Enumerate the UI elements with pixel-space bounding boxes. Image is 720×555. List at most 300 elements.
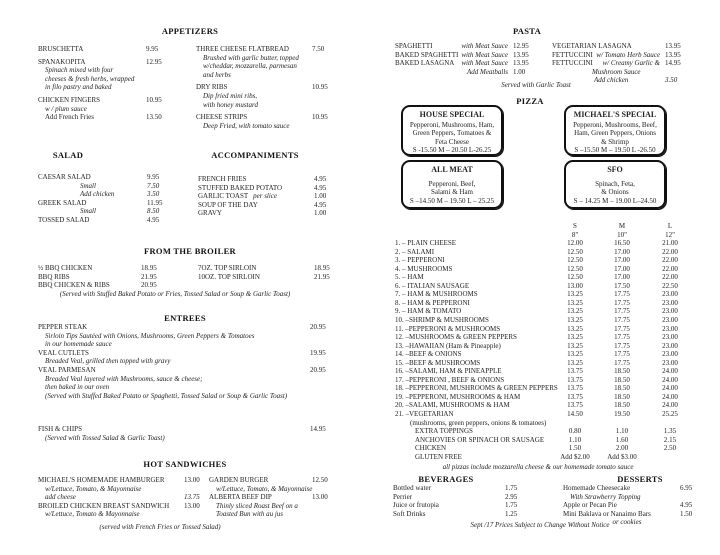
pizza-price: 13.75 bbox=[567, 367, 583, 376]
pizza-price: 23.00 bbox=[662, 290, 678, 299]
item-name: BAKED LASAGNA bbox=[395, 59, 455, 68]
item-name: Juice or frutopia bbox=[393, 501, 439, 510]
menu-item-detail bbox=[209, 502, 312, 511]
item-name: Thinly sliced Roast Beef on a bbox=[216, 501, 298, 510]
pizza-name: GLUTEN FREE bbox=[415, 452, 462, 461]
item-name: cheeses & fresh herbs, wrapped bbox=[45, 74, 135, 83]
item-name: CHEESE STRIPS bbox=[196, 113, 248, 122]
pizza-note: all pizzas include mozzarella cheese & our homemade tomato sauce bbox=[442, 463, 634, 471]
menu-item-detail bbox=[38, 75, 134, 84]
menu-item bbox=[198, 209, 327, 218]
item-name: Bottled water bbox=[393, 484, 431, 492]
pizza-inch-header bbox=[395, 231, 700, 240]
item-price: 1.00 bbox=[314, 192, 327, 201]
pizza-name: 6. – ITALIAN SAUSAGE bbox=[395, 281, 470, 290]
pizza-name: 14. –BEEF & ONIONS bbox=[395, 350, 462, 359]
menu-item bbox=[393, 509, 518, 519]
pizza-name: 10. –SHRIMP & MUSHROOMS bbox=[395, 316, 489, 325]
pizza-price: 13.25 bbox=[567, 341, 583, 350]
special-desc: Pepperoni, Mushrooms, Ham, bbox=[409, 120, 495, 129]
pizza-name: 12. –MUSHROOMS & GREEN PEPPERS bbox=[395, 333, 517, 342]
item-name: BRUSCHETTA bbox=[38, 45, 84, 53]
pizza-price: 24.00 bbox=[662, 392, 678, 401]
item-price: 11.95 bbox=[147, 198, 163, 207]
pizza-price: 23.00 bbox=[662, 350, 678, 359]
menu-item bbox=[38, 425, 326, 434]
item-name: Spinach mixed with four bbox=[45, 66, 114, 75]
item-name: THREE CHEESE FLATBREAD bbox=[196, 45, 289, 53]
pizza-row bbox=[395, 248, 700, 257]
menu-item bbox=[395, 50, 529, 60]
item-name: in our homemade sauce bbox=[45, 340, 112, 349]
pizza-price: 1.10 bbox=[568, 435, 582, 444]
pizza-price: 2.15 bbox=[663, 435, 677, 444]
menu-item bbox=[552, 42, 681, 51]
entrees-heading: ENTREES bbox=[164, 313, 206, 323]
item-name: MICHAEL'S HOMEMADE HAMBURGER bbox=[38, 476, 165, 484]
item-name: BBQ RIBS bbox=[38, 272, 70, 281]
item-name: VEAL CUTLETS bbox=[38, 348, 89, 357]
pizza-price: 17.00 bbox=[614, 247, 630, 256]
pizza-row bbox=[395, 299, 700, 308]
pizza-extra-row bbox=[395, 453, 700, 462]
item-name: Breaded Veal layered with Mushrooms, sauce & cheese; bbox=[45, 374, 203, 383]
pizza-price: 17.75 bbox=[614, 333, 630, 342]
menu-item bbox=[38, 45, 159, 54]
pizza-price: 17.00 bbox=[614, 273, 630, 282]
item-price: 20.95 bbox=[310, 365, 326, 374]
item-name: GARDEN BURGER bbox=[209, 476, 269, 484]
pizza-name: 4. – MUSHROOMS bbox=[395, 264, 453, 273]
pizza-name: 13. –HAWAIIAN (Ham & Pineapple) bbox=[395, 341, 501, 350]
pizza-price: Add $3.00 bbox=[607, 452, 637, 461]
item-name: in filo pastry and baked bbox=[45, 83, 112, 92]
menu-item bbox=[198, 272, 330, 282]
menu-item bbox=[198, 183, 327, 193]
item-price: 21.95 bbox=[314, 272, 330, 281]
pizza-price: 23.00 bbox=[662, 333, 678, 342]
item-price: 4.95 bbox=[314, 183, 327, 192]
pizza-extra-row bbox=[395, 427, 700, 436]
item-name: 10OZ. TOP SIRLOIN bbox=[198, 272, 260, 281]
item-name: BBQ CHICKEN & RIBS bbox=[38, 281, 110, 290]
item-name: SPAGHETTI bbox=[395, 42, 433, 50]
item-price: 14.95 bbox=[310, 425, 326, 433]
menu-item bbox=[198, 200, 327, 210]
pizza-price: 13.25 bbox=[567, 316, 583, 325]
pizza-name: 5. – HAM bbox=[395, 273, 424, 282]
menu-item-detail bbox=[38, 434, 165, 443]
special-desc: Feta Cheese bbox=[434, 137, 469, 146]
item-name: Dip fried mini ribs, bbox=[203, 91, 258, 100]
pizza-price: 24.00 bbox=[662, 367, 678, 376]
menu-item-detail bbox=[38, 383, 287, 392]
item-price: 1.00 bbox=[314, 209, 327, 218]
item-name: (Served with Tossed Salad & Garlic Toast) bbox=[45, 433, 165, 442]
item-price: 13.95 bbox=[513, 50, 529, 59]
item-note: with Meat Sauce bbox=[461, 42, 508, 50]
sandwiches-right bbox=[209, 476, 328, 519]
pizza-price: 1.60 bbox=[615, 435, 629, 444]
menu-item-detail bbox=[196, 101, 299, 110]
sandwiches-note: (served with French Fries or Tossed Salad) bbox=[99, 523, 221, 531]
item-name: Toasted Bun with au jus bbox=[216, 510, 284, 519]
special-desc: Ham, Green Peppers, Onions bbox=[574, 129, 656, 138]
pizza-price: M bbox=[618, 222, 626, 230]
menu-item bbox=[38, 95, 162, 105]
item-note: Add Meatballs bbox=[466, 67, 508, 76]
pizza-row bbox=[395, 307, 700, 316]
item-name: or cookies bbox=[612, 518, 642, 527]
item-name: CHICKEN FINGERS bbox=[38, 95, 101, 104]
item-price: 12.50 bbox=[312, 476, 328, 484]
item-price: 13.00 bbox=[312, 493, 328, 502]
pizza-price: 12.00 bbox=[567, 239, 583, 248]
salad-heading: SALAD bbox=[52, 150, 84, 160]
pizza-price: 13.25 bbox=[567, 290, 583, 299]
footer-note: Sept /17 Prices Subject to Change Without Notice bbox=[470, 521, 610, 529]
menu-item bbox=[198, 264, 330, 273]
pizza-price: 18.50 bbox=[614, 401, 630, 410]
pizza-price: 22.00 bbox=[662, 273, 678, 282]
item-price: 4.95 bbox=[680, 501, 693, 510]
beverages-heading: BEVERAGES bbox=[418, 474, 474, 484]
item-name: TOSSED SALAD bbox=[38, 215, 90, 224]
pizza-price: 23.00 bbox=[662, 307, 678, 316]
item-name: add cheese bbox=[45, 493, 76, 502]
pizza-price: 10" bbox=[617, 230, 627, 239]
item-price: 13.00 bbox=[184, 501, 200, 510]
special-prices: S –14.50 M – 19.50 L – 25.25 bbox=[409, 196, 495, 205]
pasta-note: Served with Garlic Toast bbox=[501, 81, 571, 89]
menu-item-detail bbox=[38, 510, 169, 519]
item-name: Homemade Cheesecake bbox=[563, 484, 631, 492]
special-prices: S –15.50 M – 19.50 L -26.50 bbox=[574, 146, 656, 155]
broiler-heading: FROM THE BROILER bbox=[143, 246, 237, 256]
pizza-price: 19.50 bbox=[614, 410, 630, 419]
item-name: Add chicken bbox=[594, 76, 629, 85]
item-price: 2.95 bbox=[505, 492, 518, 501]
pizza-row bbox=[395, 367, 700, 376]
pizza-name: 8. – HAM & PEPPERONI bbox=[395, 298, 470, 307]
pizza-price: 17.75 bbox=[614, 350, 630, 359]
item-price: 12.95 bbox=[513, 42, 529, 50]
pizza-price: 18.50 bbox=[614, 375, 630, 384]
pizza-row bbox=[395, 265, 700, 274]
pizza-price: 25.25 bbox=[662, 410, 678, 419]
beverages-list bbox=[393, 484, 518, 518]
pizza-price: 13.25 bbox=[567, 333, 583, 342]
pizza-name: 1. – PLAIN CHEESE bbox=[395, 239, 457, 248]
item-price: 13.50 bbox=[146, 113, 162, 122]
item-name: With Strawberry Topping bbox=[570, 492, 641, 501]
pizza-price: 17.75 bbox=[614, 358, 630, 367]
pizza-row bbox=[395, 376, 700, 385]
pizza-price: 13.25 bbox=[567, 307, 583, 316]
menu-item-detail bbox=[38, 392, 287, 401]
pizza-price: 2.50 bbox=[663, 444, 677, 453]
item-name: Small bbox=[80, 181, 96, 190]
menu-item bbox=[209, 476, 328, 485]
item-name: Brushed with garlic butter, topped bbox=[203, 53, 299, 62]
item-name: Deep Fried, with tomato sauce bbox=[203, 121, 290, 130]
item-price: 6.95 bbox=[680, 484, 693, 492]
appetizers-right bbox=[196, 45, 328, 130]
pizza-name: 17. –PEPPERONI , BEEF & ONIONS bbox=[395, 375, 505, 384]
pizza-price: 18.50 bbox=[614, 384, 630, 393]
menu-item bbox=[393, 492, 518, 502]
pizza-price: 13.25 bbox=[567, 350, 583, 359]
pizza-price: 18.50 bbox=[614, 392, 630, 401]
fish-list bbox=[38, 425, 326, 442]
salad-list bbox=[38, 173, 163, 225]
menu-item bbox=[38, 281, 157, 290]
vegetarian-note bbox=[395, 419, 700, 428]
item-price: 9.95 bbox=[147, 173, 160, 181]
menu-item-detail bbox=[196, 62, 299, 71]
item-name: and herbs bbox=[203, 70, 231, 79]
pizza-price: 18.50 bbox=[614, 367, 630, 376]
special-title: ALL MEAT bbox=[431, 165, 473, 174]
pizza-extra-row bbox=[395, 444, 700, 453]
menu-item-detail bbox=[563, 493, 651, 502]
accompaniments-heading: ACCOMPANIMENTS bbox=[211, 150, 299, 160]
pizza-name: (mushrooms, green peppers, onions & tomatoes) bbox=[410, 418, 547, 427]
pizza-price: 12.50 bbox=[567, 273, 583, 282]
item-price: 3.50 bbox=[147, 190, 160, 199]
menu-item-detail bbox=[38, 357, 287, 366]
pizza-row bbox=[395, 273, 700, 282]
pizza-price: 17.75 bbox=[614, 324, 630, 333]
pizza-price: 22.00 bbox=[662, 256, 678, 265]
pizza-price: 16.50 bbox=[614, 239, 630, 248]
menu-item bbox=[395, 67, 526, 77]
item-price: 19.95 bbox=[310, 348, 326, 357]
pizza-price: 13.25 bbox=[567, 298, 583, 307]
special-desc: Green Peppers, Tomatoes & bbox=[412, 129, 492, 138]
item-name: ALBERTA BEEF DIP bbox=[209, 493, 272, 502]
special-desc: & Onions bbox=[601, 188, 629, 197]
pizza-name: CHICKEN bbox=[415, 444, 447, 453]
item-name: BAKED SPAGHETTI bbox=[395, 50, 459, 59]
item-note: with Meat Sauce bbox=[461, 59, 508, 68]
item-name: DRY RIBS bbox=[196, 83, 228, 92]
menu-item bbox=[38, 272, 157, 282]
special-title: MICHAEL'S SPECIAL bbox=[573, 110, 657, 119]
menu-item bbox=[552, 59, 681, 68]
menu-item-detail bbox=[38, 493, 200, 502]
pizza-name: EXTRA TOPPINGS bbox=[415, 427, 473, 436]
pizza-price: 14.50 bbox=[567, 410, 583, 419]
pizza-price: 22.50 bbox=[662, 281, 678, 290]
item-name: FETTUCCINI bbox=[552, 59, 593, 68]
menu-item-detail bbox=[196, 71, 299, 80]
menu-item-detail bbox=[38, 485, 169, 494]
pizza-row bbox=[395, 401, 700, 410]
menu-item bbox=[198, 192, 327, 201]
pizza-price: 12" bbox=[665, 230, 675, 239]
accompaniments-list bbox=[198, 175, 327, 218]
pizza-price: 22.00 bbox=[662, 247, 678, 256]
pizza-row bbox=[395, 359, 700, 368]
item-price: 20.95 bbox=[310, 323, 326, 331]
pizza-row bbox=[395, 282, 700, 291]
item-price: 1.75 bbox=[505, 501, 518, 510]
item-name: w/Lettuce, Tomato & Mayonnaise bbox=[45, 510, 140, 519]
item-name: then baked in our oven bbox=[45, 383, 110, 392]
special-desc: Pepperoni, Mushrooms, Beef, bbox=[573, 120, 657, 129]
pizza-name: 21. –VEGETARIAN bbox=[395, 410, 454, 419]
item-name: 7OZ. TOP SIRLOIN bbox=[198, 264, 257, 272]
item-price: 10.95 bbox=[312, 83, 328, 92]
special-desc: Pepperoni, Beef, bbox=[428, 179, 476, 188]
item-price: 13.00 bbox=[184, 476, 200, 484]
menu-item bbox=[38, 264, 157, 273]
pizza-price-table bbox=[395, 222, 700, 461]
pizza-name: 2. – SALAMI bbox=[395, 247, 435, 256]
pizza-price: 21.00 bbox=[662, 239, 678, 248]
pasta-right bbox=[552, 42, 681, 85]
menu-item bbox=[38, 348, 326, 358]
menu-item-detail bbox=[196, 92, 299, 101]
pizza-price: 17.75 bbox=[614, 316, 630, 325]
menu-item-detail bbox=[38, 105, 134, 114]
pizza-row bbox=[395, 384, 700, 393]
menu-item bbox=[198, 175, 327, 184]
pasta-heading: PASTA bbox=[512, 26, 542, 36]
pizza-name: 16. –SALAMI, HAM & PINEAPPLE bbox=[395, 367, 502, 376]
item-price: 18.95 bbox=[314, 264, 330, 272]
pizza-name: 15. –BEEF & MUSHROOMS bbox=[395, 358, 481, 367]
pizza-price: 23.00 bbox=[662, 324, 678, 333]
pizza-price: 13.75 bbox=[567, 375, 583, 384]
pizza-price: 13.75 bbox=[567, 384, 583, 393]
menu-item bbox=[563, 484, 693, 493]
special-prices: S -15.50 M – 20.50 L-26.25 bbox=[412, 146, 492, 155]
pizza-price: 17.75 bbox=[614, 307, 630, 316]
item-name: VEAL PARMESAN bbox=[38, 365, 96, 374]
item-name: Sirloin Tips Sautéed with Onions, Mushrooms, Green Peppers & Tomatoes bbox=[45, 331, 255, 340]
menu-item-detail bbox=[196, 54, 299, 63]
appetizers-left bbox=[38, 45, 162, 122]
menu-item bbox=[38, 173, 160, 182]
pizza-price: 22.00 bbox=[662, 264, 678, 273]
menu-item-detail bbox=[38, 190, 160, 199]
item-price: 13.95 bbox=[665, 42, 681, 50]
menu-item-detail bbox=[38, 181, 160, 191]
menu-item bbox=[393, 484, 518, 493]
pizza-price: 12.50 bbox=[567, 256, 583, 265]
pizza-price: 8" bbox=[571, 230, 579, 239]
menu-item bbox=[196, 113, 328, 122]
pizza-row bbox=[395, 333, 700, 342]
item-name: w/Lettuce, Tomato, & Mayonnaise bbox=[45, 484, 142, 493]
pizza-price: 24.00 bbox=[662, 375, 678, 384]
all-meat-box bbox=[401, 160, 503, 209]
house-special-box bbox=[401, 105, 503, 156]
item-price: 14.95 bbox=[665, 59, 681, 68]
item-name: Apple or Pecan Pie bbox=[563, 501, 617, 510]
item-price: 4.95 bbox=[314, 200, 327, 209]
item-price: 7.50 bbox=[312, 45, 325, 53]
pizza-row bbox=[395, 325, 700, 334]
pizza-name: 9. – HAM & TOMATO bbox=[395, 307, 462, 316]
menu-item-detail bbox=[552, 68, 641, 77]
menu-item bbox=[38, 365, 326, 375]
pizza-price: Add $2.00 bbox=[560, 452, 590, 461]
item-note: w/ Creamy Garlic & bbox=[602, 59, 660, 68]
broiler-right bbox=[198, 264, 330, 281]
item-name: PEPPER STEAK bbox=[38, 323, 88, 331]
broiler-note: (Served with Stuffed Baked Potato or Fries, Tossed Salad or Soup & Garlic Toast) bbox=[59, 290, 291, 298]
special-title: SFO bbox=[607, 165, 623, 174]
menu-item bbox=[395, 59, 529, 68]
special-desc: Salami & Ham bbox=[431, 188, 473, 197]
menu-item-detail bbox=[38, 113, 162, 122]
item-name: CAESAR SALAD bbox=[38, 173, 91, 181]
item-name: (Served with Stuffed Baked Potato or Spaghetti, Tossed Salad or Soup & Garlic Toast) bbox=[45, 391, 288, 400]
item-name: Mushroom Sauce bbox=[592, 67, 641, 76]
menu-item bbox=[38, 57, 162, 67]
broiler-left bbox=[38, 264, 157, 290]
pizza-price: 1.10 bbox=[615, 427, 629, 436]
item-price: 7.50 bbox=[147, 181, 160, 190]
item-price: 9.95 bbox=[146, 45, 159, 53]
pizza-row bbox=[395, 316, 700, 325]
pizza-row bbox=[395, 342, 700, 351]
pizza-price: 12.50 bbox=[567, 247, 583, 256]
pizza-price: 17.00 bbox=[614, 264, 630, 273]
pizza-name: 18. –PEPPERONI, MUSHROOMS & GREEN PEPPERS bbox=[395, 384, 558, 393]
item-name: Soft Drinks bbox=[393, 509, 426, 518]
item-name: FISH & CHIPS bbox=[38, 425, 82, 433]
pizza-name: 3. – PEPPERONI bbox=[395, 256, 445, 265]
item-price: 18.95 bbox=[141, 264, 157, 272]
menu-item-detail bbox=[196, 122, 299, 131]
menu-item-detail bbox=[38, 375, 287, 384]
menu-item bbox=[393, 501, 518, 510]
pizza-price: 13.75 bbox=[567, 392, 583, 401]
menu-item-detail bbox=[38, 83, 134, 92]
desserts-heading: DESSERTS bbox=[617, 474, 663, 484]
menu-item bbox=[196, 45, 325, 54]
menu-item-detail bbox=[209, 510, 312, 519]
item-name: w/Lettuce, Tomato, & Mayonnaise bbox=[216, 484, 313, 493]
special-prices: S – 14.25 M – 19.00 L–24.50 bbox=[573, 196, 657, 205]
item-name: Mini Baklava or Nanaimo Bars bbox=[563, 509, 651, 518]
appetizers-heading: APPETIZERS bbox=[161, 26, 219, 36]
pizza-price: 24.00 bbox=[662, 384, 678, 393]
sfo-box bbox=[564, 160, 666, 209]
pizza-price: 1.50 bbox=[568, 444, 582, 453]
item-price: 3.50 bbox=[665, 76, 678, 85]
pizza-price: 17.50 bbox=[614, 281, 630, 290]
pasta-left bbox=[395, 42, 529, 76]
item-name: GRAVY bbox=[198, 209, 222, 218]
item-name: Breaded Veal, grilled then topped with gravy bbox=[45, 357, 171, 366]
pizza-price: 1.35 bbox=[663, 427, 677, 436]
pizza-price: 23.00 bbox=[662, 358, 678, 367]
pizza-price: 17.75 bbox=[614, 341, 630, 350]
item-price: 1.75 bbox=[505, 484, 518, 492]
item-price: 1.25 bbox=[505, 509, 518, 518]
pizza-price: S bbox=[573, 222, 577, 230]
pizza-row bbox=[395, 256, 700, 265]
item-name: Perrier bbox=[393, 492, 413, 501]
item-note: per slice bbox=[253, 192, 278, 201]
pizza-row bbox=[395, 350, 700, 359]
pizza-price: 13.00 bbox=[567, 281, 583, 290]
